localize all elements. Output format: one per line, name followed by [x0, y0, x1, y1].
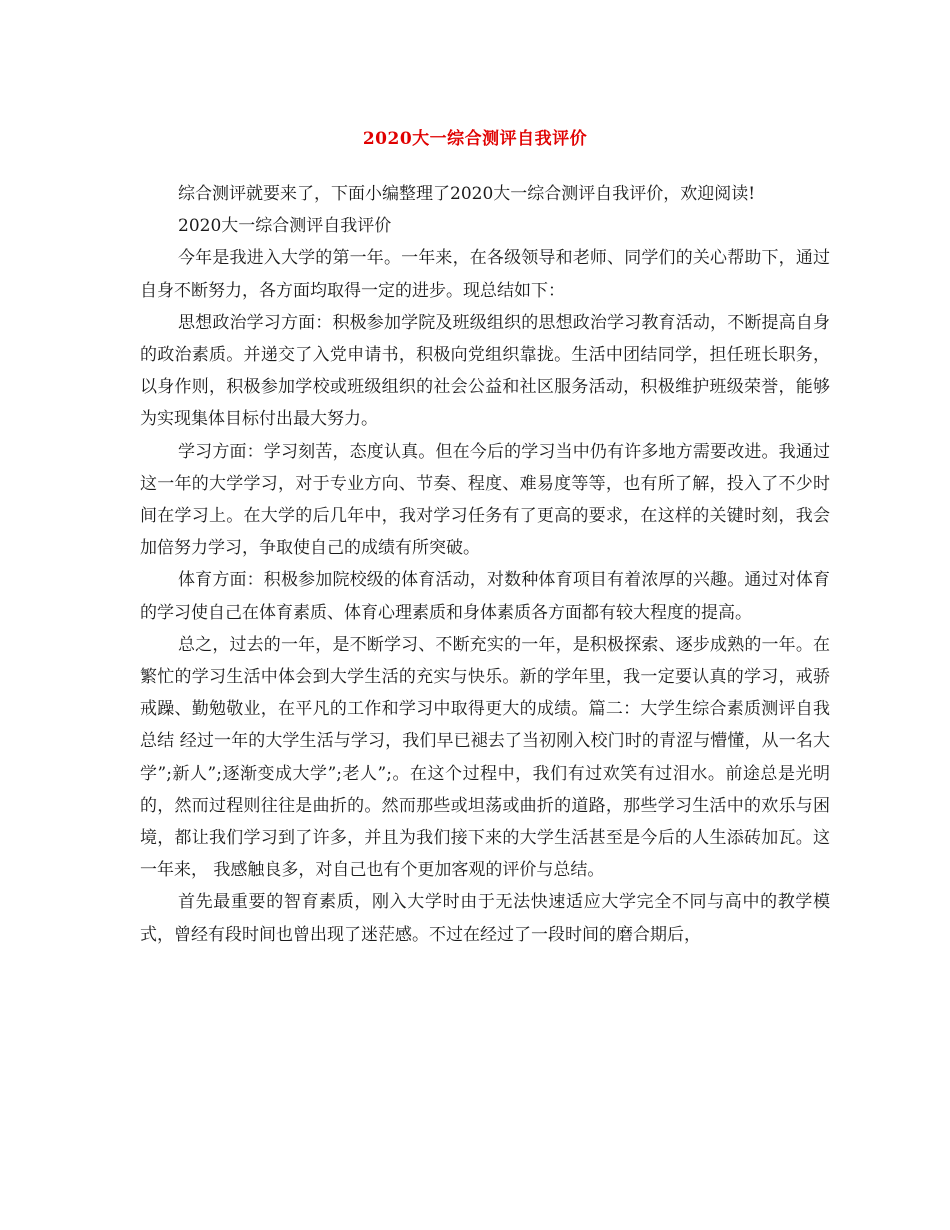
- academic-study-paragraph: 学习方面：学习刻苦，态度认真。但在今后的学习当中仍有许多地方需要改进。我通过这一年的大学学习，对于专业方向、节奏、程度、难易度等等，也有所了解，投入了不少时间在学习上。在大学的后几年中，我对学习任务有了更高的要求，在这样的关键时刻，我会加倍努力学习，争取使自己的成绩有所突破。: [140, 441, 830, 559]
- subtitle-paragraph: 2020大一综合测评自我评价: [178, 216, 392, 237]
- summary-paragraph: 总之，过去的一年，是不断学习、不断充实的一年，是积极探索、逐步成熟的一年。在繁忙的学习生活中体会到大学生活的充实与快乐。新的学年里，我一定要认真的学习，戒骄戒躁、勤勉敬业，在平凡的工作和学习中取得更大的成绩。篇二：大学生综合素质测评自我总结 经过一年的大学生活与学习，我们早已褪去了当初刚入校门时的青涩与懵懂，从一名大学”;新人”;逐渐变成大学”;老人”;。在这个过程中，我们有过欢笑有过泪水。前途总是光明的，然而过程则往往是曲折的。然而那些或坦荡或曲折的道路，那些学习生活中的欢乐与困境，都让我们学习到了许多，并且为我们接下来的大学生活甚至是今后的人生添砖加瓦。这一年来， 我感触良多，对自己也有个更加客观的评价与总结。: [140, 634, 830, 881]
- document-body: [140, 178, 830, 951]
- document-title: 2020大一综合测评自我评价: [362, 129, 588, 149]
- opening-paragraph: 今年是我进入大学的第一年。一年来，在各级领导和老师、同学们的关心帮助下，通过自身不断努力，各方面均取得一定的进步。现总结如下：: [140, 248, 830, 301]
- intro-paragraph: 综合测评就要来了，下面小编整理了2020大一综合测评自我评价，欢迎阅读!: [178, 184, 756, 204]
- sports-paragraph: 体育方面：积极参加院校级的体育活动，对数种体育项目有着浓厚的兴趣。通过对体育的学习使自己在体育素质、体育心理素质和身体素质各方面都有较大程度的提高。: [140, 570, 830, 623]
- political-study-paragraph: 思想政治学习方面：积极参加学院及班级组织的思想政治学习教育活动，不断提高自身的政治素质。并递交了入党申请书，积极向党组织靠拢。生活中团结同学，担任班长职务，以身作则，积极参加学校或班级组织的社会公益和社区服务活动，积极维护班级荣誉，能够为实现集体目标付出最大努力。: [140, 312, 830, 430]
- intellectual-quality-paragraph: 首先最重要的智育素质，刚入大学时由于无法快速适应大学完全不同与高中的教学模式，曾经有段时间也曾出现了迷茫感。不过在经过了一段时间的磨合期后，: [140, 892, 830, 945]
